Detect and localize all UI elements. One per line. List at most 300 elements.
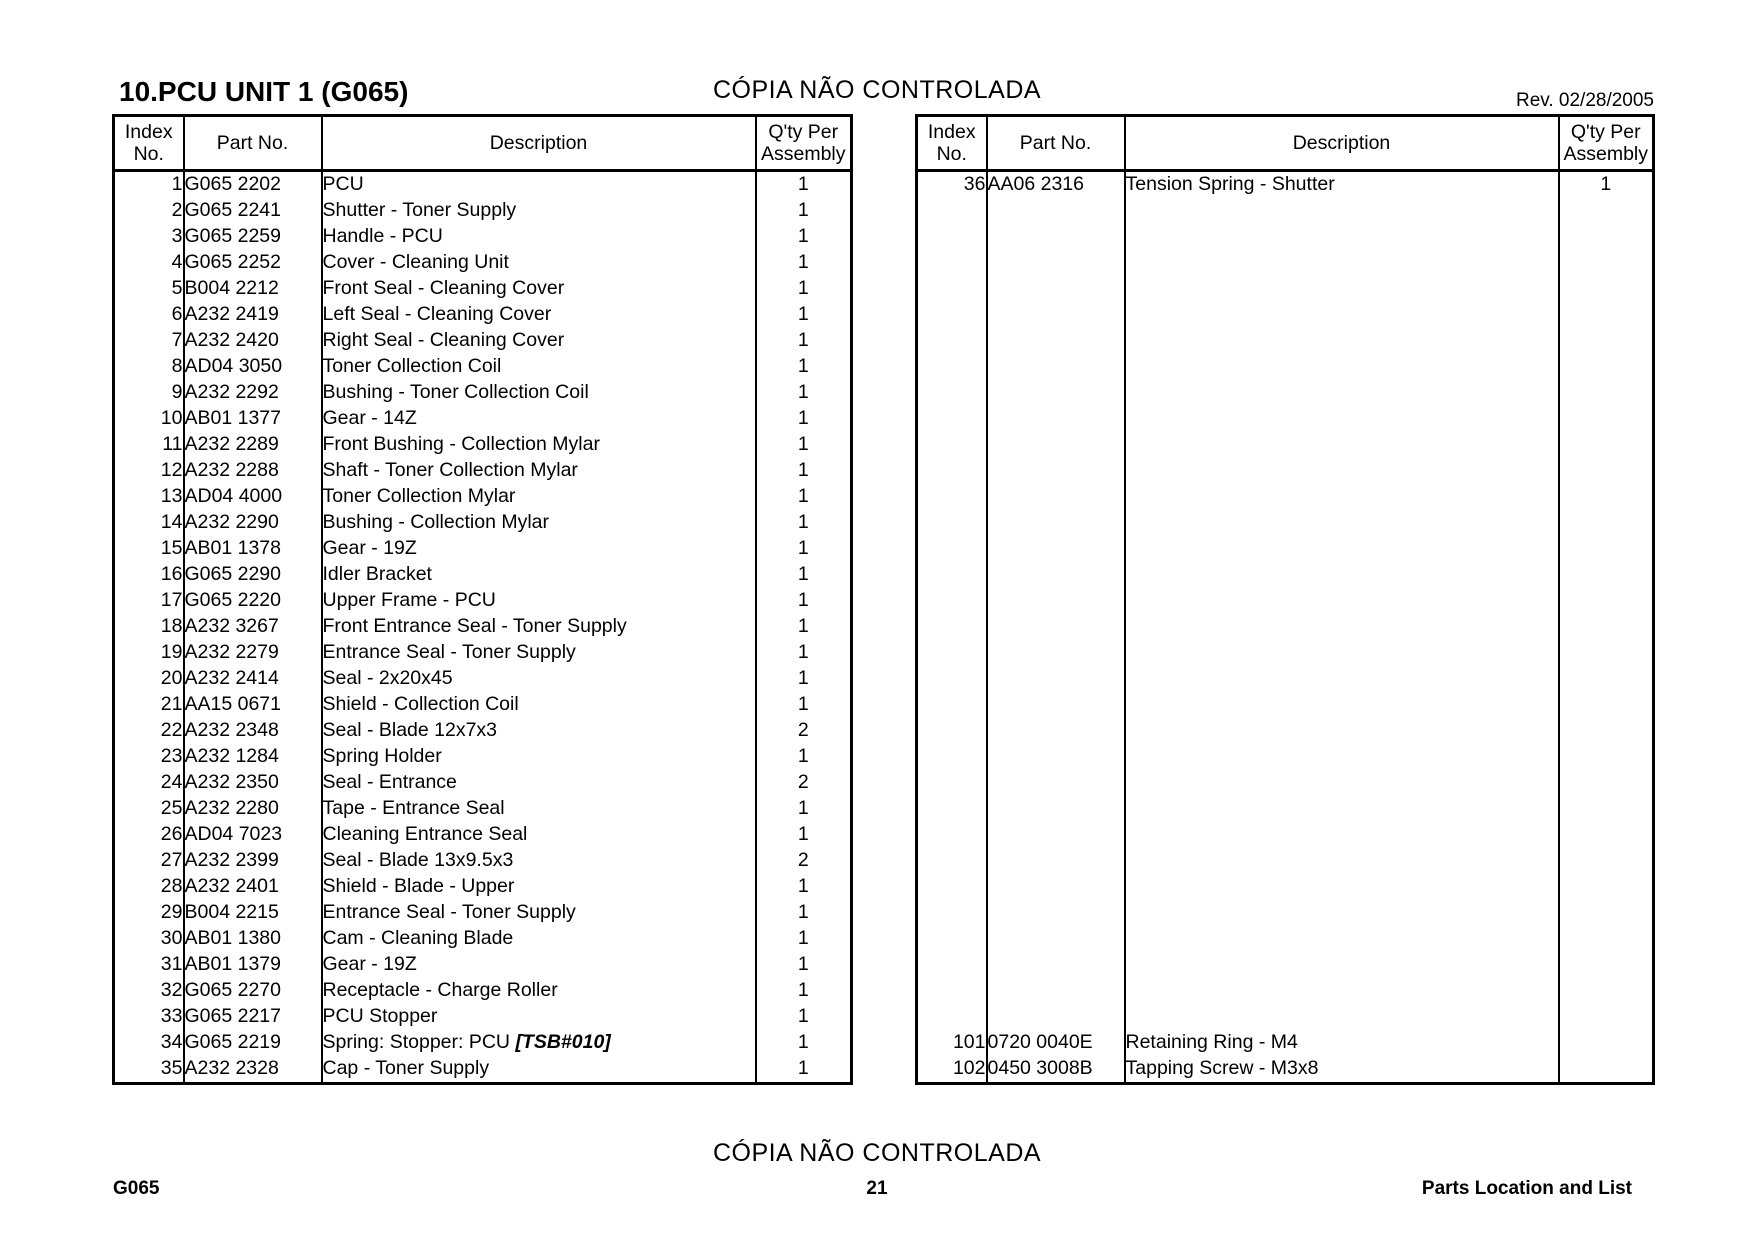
- description-cell: Seal - Entrance: [322, 770, 756, 796]
- quantity-cell: [1559, 978, 1654, 1004]
- column-header-part-no: Part No.: [184, 116, 322, 171]
- index-cell: [917, 640, 987, 666]
- quantity-cell: [1559, 640, 1654, 666]
- description-cell: Toner Collection Mylar: [322, 484, 756, 510]
- part-number-cell: [987, 874, 1125, 900]
- part-number-cell: G065 2202: [184, 171, 322, 199]
- quantity-cell: [1559, 536, 1654, 562]
- description-cell: Shaft - Toner Collection Mylar: [322, 458, 756, 484]
- table-row: [114, 536, 852, 562]
- index-cell: 33: [114, 1004, 184, 1030]
- table-row: [114, 510, 852, 536]
- table-row: [114, 406, 852, 432]
- part-number-cell: [987, 588, 1125, 614]
- part-number-cell: AD04 4000: [184, 484, 322, 510]
- description-cell: [1125, 432, 1559, 458]
- quantity-cell: 1: [756, 874, 852, 900]
- index-cell: [917, 536, 987, 562]
- part-number-cell: AB01 1380: [184, 926, 322, 952]
- description-cell: Gear - 14Z: [322, 406, 756, 432]
- description-cell: Retaining Ring - M4: [1125, 1030, 1559, 1056]
- index-cell: 3: [114, 224, 184, 250]
- quantity-cell: 1: [756, 536, 852, 562]
- table-row: [114, 354, 852, 380]
- description-cell: Spring: Stopper: PCU [TSB#010]: [322, 1030, 756, 1056]
- table-row: [114, 250, 852, 276]
- column-header-qty: Q'ty Per Assembly: [756, 116, 852, 171]
- table-row: [917, 666, 1654, 692]
- table-row: [114, 458, 852, 484]
- table-row: [917, 952, 1654, 978]
- description-cell: Seal - Blade 13x9.5x3: [322, 848, 756, 874]
- table-row: [114, 276, 852, 302]
- index-cell: 19: [114, 640, 184, 666]
- index-cell: [917, 224, 987, 250]
- part-number-cell: G065 2217: [184, 1004, 322, 1030]
- part-number-cell: A232 1284: [184, 744, 322, 770]
- table-row: [114, 926, 852, 952]
- table-row: [114, 171, 852, 199]
- index-cell: [917, 744, 987, 770]
- index-cell: [917, 276, 987, 302]
- quantity-cell: 1: [756, 276, 852, 302]
- description-cell: [1125, 796, 1559, 822]
- part-number-cell: [987, 614, 1125, 640]
- table-row: [917, 900, 1654, 926]
- index-cell: [917, 328, 987, 354]
- description-cell: [1125, 198, 1559, 224]
- description-cell: [1125, 848, 1559, 874]
- table-row: [114, 328, 852, 354]
- index-cell: 21: [114, 692, 184, 718]
- description-cell: Toner Collection Coil: [322, 354, 756, 380]
- index-cell: 4: [114, 250, 184, 276]
- description-cell: [1125, 276, 1559, 302]
- index-cell: [917, 978, 987, 1004]
- index-cell: [917, 900, 987, 926]
- index-cell: 30: [114, 926, 184, 952]
- part-number-cell: G065 2252: [184, 250, 322, 276]
- part-number-cell: G065 2241: [184, 198, 322, 224]
- quantity-cell: [1559, 1030, 1654, 1056]
- index-cell: 10: [114, 406, 184, 432]
- index-cell: [917, 484, 987, 510]
- quantity-cell: [1559, 822, 1654, 848]
- table-row: [917, 926, 1654, 952]
- table-row: [917, 1056, 1654, 1084]
- quantity-cell: 1: [756, 1030, 852, 1056]
- index-cell: 6: [114, 302, 184, 328]
- quantity-cell: [1559, 692, 1654, 718]
- index-cell: [917, 666, 987, 692]
- table-row: [114, 718, 852, 744]
- quantity-cell: 1: [756, 328, 852, 354]
- table-row: [917, 432, 1654, 458]
- part-number-cell: [987, 536, 1125, 562]
- table-row: [917, 874, 1654, 900]
- description-cell: Bushing - Collection Mylar: [322, 510, 756, 536]
- description-cell: [1125, 614, 1559, 640]
- description-cell: [1125, 900, 1559, 926]
- table-row: [114, 614, 852, 640]
- quantity-cell: [1559, 406, 1654, 432]
- index-cell: [917, 796, 987, 822]
- table-row: [114, 1004, 852, 1030]
- table-row: [114, 848, 852, 874]
- description-cell: Bushing - Toner Collection Coil: [322, 380, 756, 406]
- index-cell: 7: [114, 328, 184, 354]
- quantity-cell: [1559, 302, 1654, 328]
- index-cell: 34: [114, 1030, 184, 1056]
- description-cell: [1125, 406, 1559, 432]
- description-cell: [1125, 562, 1559, 588]
- column-header-qty: Q'ty Per Assembly: [1559, 116, 1654, 171]
- part-number-cell: A232 2419: [184, 302, 322, 328]
- quantity-cell: [1559, 198, 1654, 224]
- index-cell: 35: [114, 1056, 184, 1084]
- quantity-cell: 1: [756, 900, 852, 926]
- table-row: [114, 588, 852, 614]
- description-cell: Cover - Cleaning Unit: [322, 250, 756, 276]
- part-number-cell: [987, 978, 1125, 1004]
- description-cell: Entrance Seal - Toner Supply: [322, 640, 756, 666]
- watermark-bottom: CÓPIA NÃO CONTROLADA: [712, 1139, 1042, 1167]
- description-cell: Entrance Seal - Toner Supply: [322, 900, 756, 926]
- description-cell: Upper Frame - PCU: [322, 588, 756, 614]
- table-row: [917, 1004, 1654, 1030]
- quantity-cell: [1559, 770, 1654, 796]
- index-cell: 5: [114, 276, 184, 302]
- quantity-cell: [1559, 796, 1654, 822]
- description-cell: [1125, 224, 1559, 250]
- column-header-description: Description: [1125, 116, 1559, 171]
- description-cell: Cleaning Entrance Seal: [322, 822, 756, 848]
- description-cell: Tension Spring - Shutter: [1125, 171, 1559, 199]
- watermark-top: CÓPIA NÃO CONTROLADA: [712, 76, 1042, 104]
- index-cell: 23: [114, 744, 184, 770]
- table-row: [917, 354, 1654, 380]
- quantity-cell: [1559, 432, 1654, 458]
- table-header-row: [114, 116, 852, 171]
- table-row: [114, 692, 852, 718]
- column-header-index: Index No.: [917, 116, 987, 171]
- table-row: [114, 302, 852, 328]
- index-cell: 26: [114, 822, 184, 848]
- index-cell: [917, 302, 987, 328]
- index-cell: [917, 822, 987, 848]
- quantity-cell: [1559, 484, 1654, 510]
- quantity-cell: 1: [756, 432, 852, 458]
- index-cell: [917, 458, 987, 484]
- quantity-cell: [1559, 848, 1654, 874]
- index-cell: 32: [114, 978, 184, 1004]
- index-cell: 31: [114, 952, 184, 978]
- index-cell: [917, 926, 987, 952]
- quantity-cell: [1559, 952, 1654, 978]
- table-row: [917, 796, 1654, 822]
- part-number-cell: G065 2219: [184, 1030, 322, 1056]
- index-cell: 101: [917, 1030, 987, 1056]
- part-number-cell: [987, 224, 1125, 250]
- part-number-cell: A232 2290: [184, 510, 322, 536]
- quantity-cell: [1559, 380, 1654, 406]
- part-number-cell: AD04 3050: [184, 354, 322, 380]
- table-row: [917, 848, 1654, 874]
- footer-section: Parts Location and List: [1421, 1178, 1632, 1199]
- part-number-cell: AA15 0671: [184, 692, 322, 718]
- part-number-cell: A232 2420: [184, 328, 322, 354]
- part-number-cell: [987, 432, 1125, 458]
- quantity-cell: 1: [756, 458, 852, 484]
- quantity-cell: 1: [756, 952, 852, 978]
- quantity-cell: 1: [756, 406, 852, 432]
- part-number-cell: AB01 1378: [184, 536, 322, 562]
- part-number-cell: AB01 1377: [184, 406, 322, 432]
- index-cell: [917, 250, 987, 276]
- description-cell: [1125, 666, 1559, 692]
- quantity-cell: [1559, 666, 1654, 692]
- index-cell: 13: [114, 484, 184, 510]
- table-row: [917, 198, 1654, 224]
- index-cell: [917, 874, 987, 900]
- quantity-cell: 1: [756, 614, 852, 640]
- quantity-cell: 1: [756, 380, 852, 406]
- index-cell: [917, 692, 987, 718]
- table-row: [917, 588, 1654, 614]
- quantity-cell: 2: [756, 848, 852, 874]
- quantity-cell: 1: [756, 171, 852, 199]
- quantity-cell: [1559, 1056, 1654, 1084]
- table-row: [114, 744, 852, 770]
- table-row: [114, 822, 852, 848]
- description-cell: Seal - Blade 12x7x3: [322, 718, 756, 744]
- quantity-cell: 1: [756, 640, 852, 666]
- quantity-cell: 2: [756, 718, 852, 744]
- index-cell: 25: [114, 796, 184, 822]
- part-number-cell: A232 2348: [184, 718, 322, 744]
- description-cell: [1125, 744, 1559, 770]
- index-cell: 18: [114, 614, 184, 640]
- part-number-cell: [987, 354, 1125, 380]
- column-header-part-no: Part No.: [987, 116, 1125, 171]
- table-row: [917, 640, 1654, 666]
- quantity-cell: 1: [756, 822, 852, 848]
- part-number-cell: A232 2279: [184, 640, 322, 666]
- index-cell: [917, 198, 987, 224]
- index-cell: [917, 770, 987, 796]
- quantity-cell: 1: [756, 354, 852, 380]
- table-row: [917, 1030, 1654, 1056]
- revision-date: Rev. 02/28/2005: [1515, 90, 1654, 111]
- index-cell: [917, 380, 987, 406]
- description-cell: Shield - Blade - Upper: [322, 874, 756, 900]
- quantity-cell: [1559, 926, 1654, 952]
- quantity-cell: 1: [756, 510, 852, 536]
- part-number-cell: [987, 640, 1125, 666]
- description-cell: [1125, 536, 1559, 562]
- table-row: [917, 510, 1654, 536]
- part-number-cell: B004 2215: [184, 900, 322, 926]
- description-cell: Shutter - Toner Supply: [322, 198, 756, 224]
- part-number-cell: A232 2292: [184, 380, 322, 406]
- part-number-cell: [987, 510, 1125, 536]
- description-cell: [1125, 354, 1559, 380]
- table-row: [114, 874, 852, 900]
- part-number-cell: [987, 198, 1125, 224]
- description-cell: Tape - Entrance Seal: [322, 796, 756, 822]
- table-header-row: [917, 116, 1654, 171]
- table-row: [917, 276, 1654, 302]
- table-row: [114, 1030, 852, 1056]
- description-cell: Seal - 2x20x45: [322, 666, 756, 692]
- description-cell: [1125, 302, 1559, 328]
- quantity-cell: 1: [756, 484, 852, 510]
- part-number-cell: [987, 276, 1125, 302]
- part-number-cell: A232 3267: [184, 614, 322, 640]
- index-cell: 1: [114, 171, 184, 199]
- quantity-cell: 1: [756, 666, 852, 692]
- part-number-cell: [987, 484, 1125, 510]
- part-number-cell: [987, 406, 1125, 432]
- table-row: [114, 198, 852, 224]
- part-number-cell: G065 2220: [184, 588, 322, 614]
- description-cell: [1125, 328, 1559, 354]
- quantity-cell: [1559, 1004, 1654, 1030]
- index-cell: 24: [114, 770, 184, 796]
- table-row: [114, 484, 852, 510]
- column-header-description: Description: [322, 116, 756, 171]
- quantity-cell: [1559, 250, 1654, 276]
- part-number-cell: [987, 822, 1125, 848]
- table-row: [917, 536, 1654, 562]
- table-row: [114, 796, 852, 822]
- quantity-cell: [1559, 874, 1654, 900]
- part-number-cell: [987, 562, 1125, 588]
- table-row: [917, 302, 1654, 328]
- part-number-cell: [987, 900, 1125, 926]
- table-row: [917, 744, 1654, 770]
- quantity-cell: 1: [756, 744, 852, 770]
- quantity-cell: 1: [756, 302, 852, 328]
- quantity-cell: 1: [756, 692, 852, 718]
- table-row: [114, 432, 852, 458]
- table-row: [917, 614, 1654, 640]
- index-cell: [917, 588, 987, 614]
- part-number-cell: [987, 458, 1125, 484]
- index-cell: [917, 406, 987, 432]
- description-cell: [1125, 588, 1559, 614]
- table-row: [917, 328, 1654, 354]
- quantity-cell: [1559, 458, 1654, 484]
- index-cell: 14: [114, 510, 184, 536]
- description-cell: [1125, 250, 1559, 276]
- quantity-cell: [1559, 718, 1654, 744]
- index-cell: 29: [114, 900, 184, 926]
- quantity-cell: [1559, 562, 1654, 588]
- quantity-cell: [1559, 510, 1654, 536]
- quantity-cell: 1: [756, 562, 852, 588]
- table-row: [917, 250, 1654, 276]
- part-number-cell: [987, 718, 1125, 744]
- quantity-cell: [1559, 328, 1654, 354]
- quantity-cell: 1: [756, 978, 852, 1004]
- index-cell: [917, 952, 987, 978]
- part-number-cell: 0450 3008B: [987, 1056, 1125, 1084]
- quantity-cell: [1559, 588, 1654, 614]
- index-cell: [917, 848, 987, 874]
- quantity-cell: [1559, 900, 1654, 926]
- table-row: [114, 1056, 852, 1084]
- quantity-cell: 1: [756, 1004, 852, 1030]
- index-cell: [917, 614, 987, 640]
- description-cell: Shield - Collection Coil: [322, 692, 756, 718]
- part-number-cell: [987, 380, 1125, 406]
- part-number-cell: G065 2270: [184, 978, 322, 1004]
- description-cell: Receptacle - Charge Roller: [322, 978, 756, 1004]
- part-number-cell: A232 2328: [184, 1056, 322, 1084]
- description-cell: Gear - 19Z: [322, 952, 756, 978]
- part-number-cell: [987, 1004, 1125, 1030]
- description-cell: Cap - Toner Supply: [322, 1056, 756, 1084]
- part-number-cell: AD04 7023: [184, 822, 322, 848]
- index-cell: 20: [114, 666, 184, 692]
- description-cell: [1125, 770, 1559, 796]
- quantity-cell: 1: [1559, 171, 1654, 199]
- part-number-cell: [987, 796, 1125, 822]
- part-number-cell: A232 2280: [184, 796, 322, 822]
- description-cell: [1125, 640, 1559, 666]
- footer-model: G065: [113, 1178, 160, 1199]
- table-row: [114, 224, 852, 250]
- table-row: [114, 770, 852, 796]
- index-cell: 12: [114, 458, 184, 484]
- index-cell: 22: [114, 718, 184, 744]
- table-row: [917, 406, 1654, 432]
- tsb-note: [TSB#010]: [515, 1031, 611, 1054]
- part-number-cell: A232 2414: [184, 666, 322, 692]
- quantity-cell: 1: [756, 796, 852, 822]
- quantity-cell: 1: [756, 224, 852, 250]
- table-row: [917, 484, 1654, 510]
- table-row: [917, 770, 1654, 796]
- description-cell: [1125, 926, 1559, 952]
- quantity-cell: [1559, 224, 1654, 250]
- index-cell: 9: [114, 380, 184, 406]
- table-row: [917, 822, 1654, 848]
- description-cell: Gear - 19Z: [322, 536, 756, 562]
- table-row: [114, 952, 852, 978]
- part-number-cell: [987, 952, 1125, 978]
- index-cell: [917, 1004, 987, 1030]
- description-cell: PCU: [322, 171, 756, 199]
- table-row: [917, 562, 1654, 588]
- part-number-cell: B004 2212: [184, 276, 322, 302]
- description-cell: PCU Stopper: [322, 1004, 756, 1030]
- description-cell: Handle - PCU: [322, 224, 756, 250]
- description-cell: [1125, 1004, 1559, 1030]
- quantity-cell: 1: [756, 588, 852, 614]
- description-cell: Cam - Cleaning Blade: [322, 926, 756, 952]
- description-cell: [1125, 874, 1559, 900]
- quantity-cell: 1: [756, 926, 852, 952]
- part-number-cell: [987, 666, 1125, 692]
- part-number-cell: A232 2399: [184, 848, 322, 874]
- page-number: 21: [866, 1178, 888, 1199]
- description-cell: Left Seal - Cleaning Cover: [322, 302, 756, 328]
- part-number-cell: [987, 692, 1125, 718]
- index-cell: 8: [114, 354, 184, 380]
- index-cell: [917, 510, 987, 536]
